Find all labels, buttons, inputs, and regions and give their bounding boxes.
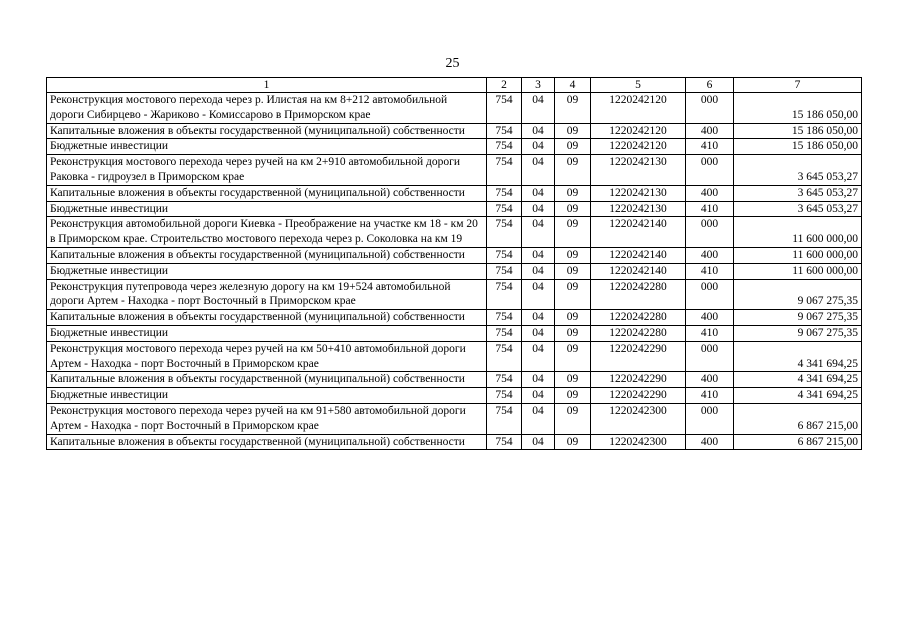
- admin-code-cell: 754: [487, 388, 522, 404]
- subsection-code-cell: 09: [555, 388, 591, 404]
- section-code-cell: 04: [522, 217, 555, 248]
- target-article-cell: 1220242130: [591, 155, 686, 186]
- expense-type-cell: 000: [686, 279, 734, 310]
- item-name-cell: Капитальные вложения в объекты государственной (муниципальной) собственности: [47, 185, 487, 201]
- item-name-cell: Реконструкция мостового перехода через ручей на км 50+410 автомобильной дороги Артем - Находка - порт Восточный в Приморском крае: [47, 341, 487, 372]
- subsection-code-cell: 09: [555, 93, 591, 124]
- amount-cell: 11 600 000,00: [734, 247, 862, 263]
- section-code-cell: 04: [522, 201, 555, 217]
- target-article-cell: 1220242300: [591, 434, 686, 450]
- section-code-cell: 04: [522, 263, 555, 279]
- admin-code-cell: 754: [487, 341, 522, 372]
- subsection-code-cell: 09: [555, 217, 591, 248]
- target-article-cell: 1220242300: [591, 403, 686, 434]
- target-article-cell: 1220242140: [591, 247, 686, 263]
- table-row: [47, 341, 862, 372]
- amount-cell: 4 341 694,25: [734, 388, 862, 404]
- expense-type-cell: 410: [686, 263, 734, 279]
- target-article-cell: 1220242290: [591, 341, 686, 372]
- budget-table-body: [47, 78, 862, 450]
- section-code-cell: 04: [522, 155, 555, 186]
- expense-type-cell: 000: [686, 341, 734, 372]
- admin-code-cell: 754: [487, 372, 522, 388]
- item-name-cell: Бюджетные инвестиции: [47, 325, 487, 341]
- header-cell: 3: [522, 78, 555, 93]
- admin-code-cell: 754: [487, 325, 522, 341]
- amount-cell: 9 067 275,35: [734, 279, 862, 310]
- amount-cell: 9 067 275,35: [734, 325, 862, 341]
- target-article-cell: 1220242120: [591, 93, 686, 124]
- admin-code-cell: 754: [487, 155, 522, 186]
- table-row: [47, 434, 862, 450]
- expense-type-cell: 410: [686, 139, 734, 155]
- section-code-cell: 04: [522, 434, 555, 450]
- amount-cell: 4 341 694,25: [734, 341, 862, 372]
- section-code-cell: 04: [522, 325, 555, 341]
- subsection-code-cell: 09: [555, 263, 591, 279]
- target-article-cell: 1220242290: [591, 372, 686, 388]
- header-cell: 5: [591, 78, 686, 93]
- expense-type-cell: 410: [686, 325, 734, 341]
- expense-type-cell: 410: [686, 201, 734, 217]
- section-code-cell: 04: [522, 310, 555, 326]
- subsection-code-cell: 09: [555, 372, 591, 388]
- section-code-cell: 04: [522, 341, 555, 372]
- section-code-cell: 04: [522, 388, 555, 404]
- subsection-code-cell: 09: [555, 201, 591, 217]
- item-name-cell: Бюджетные инвестиции: [47, 263, 487, 279]
- admin-code-cell: 754: [487, 247, 522, 263]
- table-row: [47, 217, 862, 248]
- amount-cell: 11 600 000,00: [734, 263, 862, 279]
- target-article-cell: 1220242140: [591, 217, 686, 248]
- amount-cell: 3 645 053,27: [734, 155, 862, 186]
- item-name-cell: Капитальные вложения в объекты государственной (муниципальной) собственности: [47, 372, 487, 388]
- expense-type-cell: 410: [686, 388, 734, 404]
- item-name-cell: Реконструкция мостового перехода через ручей на км 2+910 автомобильной дороги Раковка - гидроузел в Приморском крае: [47, 155, 487, 186]
- section-code-cell: 04: [522, 185, 555, 201]
- subsection-code-cell: 09: [555, 247, 591, 263]
- item-name-cell: Бюджетные инвестиции: [47, 139, 487, 155]
- expense-type-cell: 400: [686, 123, 734, 139]
- expense-type-cell: 000: [686, 403, 734, 434]
- item-name-cell: Бюджетные инвестиции: [47, 388, 487, 404]
- table-row: [47, 403, 862, 434]
- subsection-code-cell: 09: [555, 325, 591, 341]
- item-name-cell: Капитальные вложения в объекты государственной (муниципальной) собственности: [47, 247, 487, 263]
- target-article-cell: 1220242120: [591, 139, 686, 155]
- target-article-cell: 1220242280: [591, 325, 686, 341]
- table-row: [47, 155, 862, 186]
- section-code-cell: 04: [522, 279, 555, 310]
- table-row: [47, 388, 862, 404]
- item-name-cell: Бюджетные инвестиции: [47, 201, 487, 217]
- table-header-row: [47, 78, 862, 93]
- subsection-code-cell: 09: [555, 155, 591, 186]
- budget-table: [46, 77, 862, 450]
- subsection-code-cell: 09: [555, 123, 591, 139]
- table-row: [47, 185, 862, 201]
- admin-code-cell: 754: [487, 217, 522, 248]
- section-code-cell: 04: [522, 372, 555, 388]
- header-cell: 2: [487, 78, 522, 93]
- table-row: [47, 310, 862, 326]
- admin-code-cell: 754: [487, 434, 522, 450]
- amount-cell: 3 645 053,27: [734, 185, 862, 201]
- expense-type-cell: 000: [686, 155, 734, 186]
- admin-code-cell: 754: [487, 279, 522, 310]
- item-name-cell: Капитальные вложения в объекты государственной (муниципальной) собственности: [47, 310, 487, 326]
- header-cell: 7: [734, 78, 862, 93]
- item-name-cell: Капитальные вложения в объекты государственной (муниципальной) собственности: [47, 123, 487, 139]
- admin-code-cell: 754: [487, 403, 522, 434]
- table-row: [47, 201, 862, 217]
- table-row: [47, 372, 862, 388]
- target-article-cell: 1220242290: [591, 388, 686, 404]
- table-row: [47, 325, 862, 341]
- amount-cell: 6 867 215,00: [734, 403, 862, 434]
- admin-code-cell: 754: [487, 310, 522, 326]
- admin-code-cell: 754: [487, 263, 522, 279]
- section-code-cell: 04: [522, 403, 555, 434]
- target-article-cell: 1220242130: [591, 185, 686, 201]
- admin-code-cell: 754: [487, 139, 522, 155]
- amount-cell: 15 186 050,00: [734, 123, 862, 139]
- expense-type-cell: 400: [686, 185, 734, 201]
- expense-type-cell: 400: [686, 247, 734, 263]
- section-code-cell: 04: [522, 139, 555, 155]
- amount-cell: 6 867 215,00: [734, 434, 862, 450]
- header-cell: 1: [47, 78, 487, 93]
- subsection-code-cell: 09: [555, 403, 591, 434]
- section-code-cell: 04: [522, 123, 555, 139]
- subsection-code-cell: 09: [555, 279, 591, 310]
- item-name-cell: Капитальные вложения в объекты государственной (муниципальной) собственности: [47, 434, 487, 450]
- table-row: [47, 139, 862, 155]
- amount-cell: 15 186 050,00: [734, 139, 862, 155]
- subsection-code-cell: 09: [555, 185, 591, 201]
- subsection-code-cell: 09: [555, 341, 591, 372]
- admin-code-cell: 754: [487, 93, 522, 124]
- target-article-cell: 1220242280: [591, 279, 686, 310]
- item-name-cell: Реконструкция путепровода через железную дорогу на км 19+524 автомобильной дороги Артем - Находка - порт Восточный в Приморском крае: [47, 279, 487, 310]
- admin-code-cell: 754: [487, 123, 522, 139]
- expense-type-cell: 000: [686, 93, 734, 124]
- header-cell: 6: [686, 78, 734, 93]
- table-row: [47, 279, 862, 310]
- target-article-cell: 1220242280: [591, 310, 686, 326]
- table-row: [47, 123, 862, 139]
- subsection-code-cell: 09: [555, 139, 591, 155]
- target-article-cell: 1220242140: [591, 263, 686, 279]
- target-article-cell: 1220242130: [591, 201, 686, 217]
- expense-type-cell: 400: [686, 310, 734, 326]
- item-name-cell: Реконструкция автомобильной дороги Киевка - Преображение на участке км 18 - км 20 в Приморском крае. Строительство мостового перехода через р. Соколовка на км 19: [47, 217, 487, 248]
- section-code-cell: 04: [522, 247, 555, 263]
- amount-cell: 9 067 275,35: [734, 310, 862, 326]
- amount-cell: 4 341 694,25: [734, 372, 862, 388]
- amount-cell: 3 645 053,27: [734, 201, 862, 217]
- header-cell: 4: [555, 78, 591, 93]
- table-row: [47, 263, 862, 279]
- admin-code-cell: 754: [487, 201, 522, 217]
- expense-type-cell: 400: [686, 372, 734, 388]
- table-row: [47, 247, 862, 263]
- subsection-code-cell: 09: [555, 310, 591, 326]
- item-name-cell: Реконструкция мостового перехода через р. Илистая на км 8+212 автомобильной дороги Сибирцево - Жариково - Комиссарово в Приморском крае: [47, 93, 487, 124]
- table-row: [47, 93, 862, 124]
- section-code-cell: 04: [522, 93, 555, 124]
- amount-cell: 15 186 050,00: [734, 93, 862, 124]
- subsection-code-cell: 09: [555, 434, 591, 450]
- expense-type-cell: 400: [686, 434, 734, 450]
- expense-type-cell: 000: [686, 217, 734, 248]
- amount-cell: 11 600 000,00: [734, 217, 862, 248]
- target-article-cell: 1220242120: [591, 123, 686, 139]
- page-number: 25: [445, 56, 460, 71]
- item-name-cell: Реконструкция мостового перехода через ручей на км 91+580 автомобильной дороги Артем - Находка - порт Восточный в Приморском крае: [47, 403, 487, 434]
- admin-code-cell: 754: [487, 185, 522, 201]
